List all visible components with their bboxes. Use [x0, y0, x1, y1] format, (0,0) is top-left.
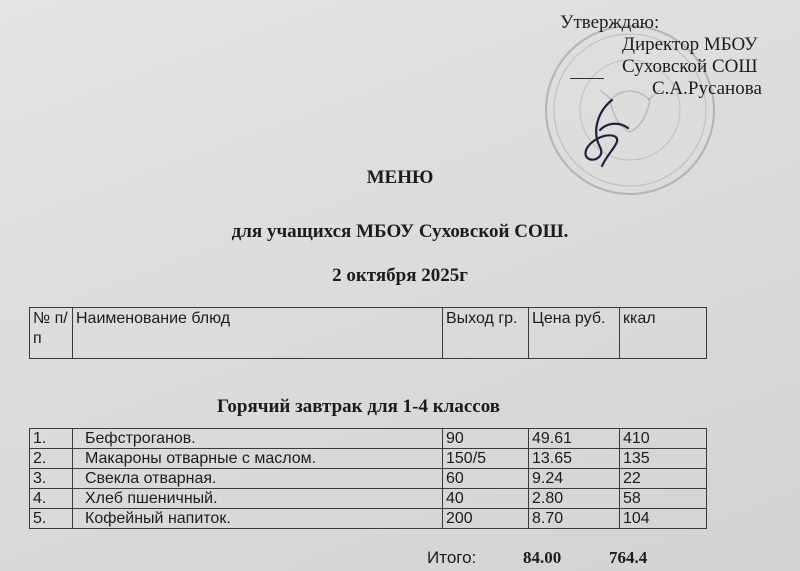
row-num: 4. — [30, 489, 73, 509]
header-name: Наименование блюд — [73, 308, 443, 359]
approval-heading: Утверждаю: — [560, 12, 660, 33]
approval-signer-name: С.А.Русанова — [652, 78, 762, 99]
row-dish: Свекла отварная. — [73, 469, 443, 489]
table-row — [30, 449, 707, 469]
row-price: 8.70 — [529, 509, 620, 529]
row-yield: 60 — [443, 469, 529, 489]
director-signature — [572, 92, 642, 172]
menu-table — [29, 428, 707, 529]
row-kcal: 22 — [620, 469, 707, 489]
approval-block — [560, 12, 762, 100]
row-price: 13.65 — [529, 449, 620, 469]
row-yield: 40 — [443, 489, 529, 509]
table-row — [30, 489, 707, 509]
total-sum: 84.00 — [523, 548, 562, 567]
row-yield: 90 — [443, 429, 529, 449]
total-label: Итого: — [427, 548, 477, 567]
document-title: МЕНЮ — [366, 167, 434, 188]
document-subtitle: для учащихся МБОУ Суховской СОШ. — [231, 221, 569, 242]
total-kcal: 764.4 — [609, 548, 648, 567]
header-row — [30, 308, 707, 359]
table-row — [30, 429, 707, 449]
row-kcal: 410 — [620, 429, 707, 449]
section-heading: Горячий завтрак для 1-4 классов — [217, 396, 501, 417]
row-num: 3. — [30, 469, 73, 489]
approval-school: Суховской СОШ — [622, 56, 758, 77]
approval-signer — [560, 78, 762, 100]
row-num: 2. — [30, 449, 73, 469]
row-dish: Кофейный напиток. — [73, 509, 443, 529]
row-dish: Бефстроганов. — [73, 429, 443, 449]
table-row — [30, 509, 707, 529]
header-num: № п/п — [30, 308, 73, 359]
table-row — [30, 469, 707, 489]
header-yield: Выход гр. — [443, 308, 529, 359]
row-num: 5. — [30, 509, 73, 529]
signature-line — [570, 78, 604, 79]
header-price: Цена руб. — [529, 308, 620, 359]
row-dish: Макароны отварные с маслом. — [73, 449, 443, 469]
row-num: 1. — [30, 429, 73, 449]
header-kcal: ккал — [620, 308, 707, 359]
row-dish: Хлеб пшеничный. — [73, 489, 443, 509]
row-yield: 200 — [443, 509, 529, 529]
row-kcal: 58 — [620, 489, 707, 509]
row-yield: 150/5 — [443, 449, 529, 469]
document-date: 2 октября 2025г — [332, 265, 468, 286]
menu-header-table — [29, 307, 707, 359]
row-price: 9.24 — [529, 469, 620, 489]
row-kcal: 104 — [620, 509, 707, 529]
approval-position: Директор МБОУ — [622, 34, 758, 55]
row-price: 49.61 — [529, 429, 620, 449]
row-price: 2.80 — [529, 489, 620, 509]
row-kcal: 135 — [620, 449, 707, 469]
